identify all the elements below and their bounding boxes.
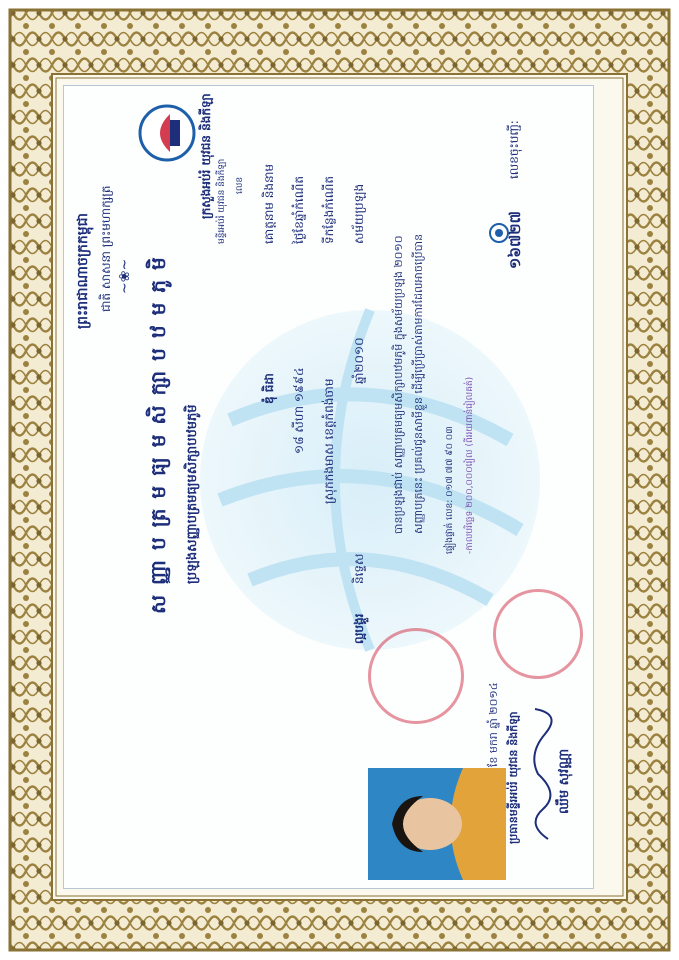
name-label: គោត្តនាម និងនាម bbox=[262, 164, 276, 244]
official-stamp-signature bbox=[493, 589, 583, 679]
grade-value: ល្អបង្គួរ bbox=[352, 613, 366, 644]
ministry-logo-icon bbox=[138, 104, 196, 162]
footer-line-1: ផ្ទៀងផ្ទាត់ លេខ: ០១៧ ៧៧ ៩០ ០៣ bbox=[445, 426, 455, 554]
session-value: ឆ្នាំ២០១០ bbox=[352, 337, 366, 384]
session-label: សម័យប្រឡង bbox=[352, 183, 366, 244]
holder-photo bbox=[368, 768, 506, 880]
director-title: ប្រធានមន្ទីរអប់រំ យុវជន និងកីឡា bbox=[507, 711, 520, 844]
body-line-2: សញ្ញាបត្រនេះ ប្រគល់ជូនសាមីខ្លួន ដើម្បីប្រើប្រាស់តាមការដែលអាចប្រើបាន bbox=[412, 233, 425, 534]
motto-ornament: ~❀~ bbox=[117, 258, 133, 294]
pob-value: ស្រុកកងមាស ខេត្តកំពង់ចាម bbox=[322, 378, 336, 504]
director-signature bbox=[523, 704, 557, 844]
dob-label: ថ្ងៃខែឆ្នាំកំណើត bbox=[292, 176, 306, 244]
name-value: ឌុំ ធិដា bbox=[262, 373, 276, 404]
nation-motto: ជាតិ សាសនា ព្រះមហាក្សត្រ bbox=[99, 185, 113, 312]
certificate-content bbox=[68, 88, 590, 884]
doc-title: សញ្ញាបត្រមធ្យមសិក្សាបឋមភូមិ bbox=[146, 247, 170, 614]
official-stamp-photo bbox=[368, 628, 464, 724]
department-name: មន្ទីរអប់រំ យុវជន និងកីឡា bbox=[217, 158, 227, 244]
grade-label: និទ្ទេស bbox=[352, 553, 366, 584]
serial-value: ១៦៧២៧ bbox=[506, 211, 524, 269]
serial-label: លេខចុះបញ្ជី: bbox=[507, 120, 521, 179]
doc-subtitle: ប្រឡងសញ្ញាបត្រមធ្យមសិក្សាបឋមភូមិ bbox=[185, 404, 200, 584]
dob-value: ១៨ សីហា ១៩៩៤ bbox=[292, 367, 306, 454]
footer-line-2: -កាលបរិច្ឆេទ ២០០,០០០រៀល (ពីររយពាន់រៀលគត់) bbox=[465, 376, 475, 554]
pob-label: ទីកន្លែងកំណើត bbox=[322, 176, 336, 244]
kingdom-title: ព្រះរាជាណាចក្រកម្ពុជា bbox=[75, 212, 91, 329]
director-name: ឈឹម សុវណ្ណា bbox=[557, 748, 572, 814]
body-line-1: បានប្រឡងជាប់ សញ្ញាបត្រមធ្យមសិក្សាបឋមភូមិ ក្នុងសម័យប្រឡង ២០១០ bbox=[392, 235, 405, 534]
doc-number: លេខ bbox=[235, 176, 245, 194]
ministry-name: ក្រសួងអប់រំ យុវជន និងកីឡា bbox=[199, 93, 213, 219]
